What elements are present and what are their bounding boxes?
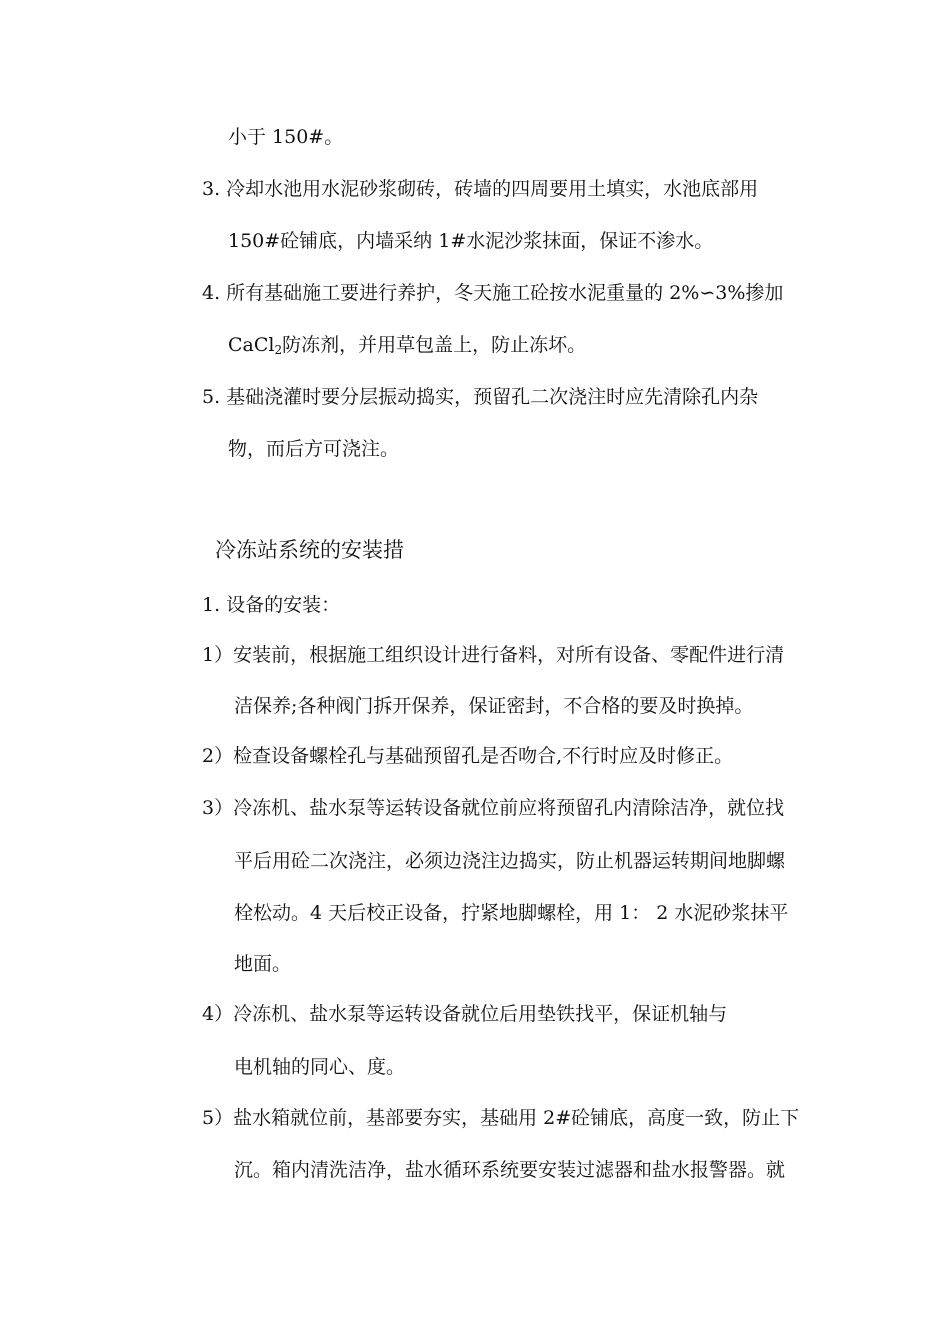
text-fragment: 防冻剂，并用草包盖上，防止冻坏。 [282,334,587,356]
text-line: 150#砼铺底，内墙采纳 1#水泥沙浆抹面，保证不渗水。 [228,230,714,252]
text-line: 3. 冷却水池用水泥砂浆砌砖，砖墙的四周要用土填实，水池底部用 [202,178,759,200]
text-line [228,332,586,358]
chemical-formula: CaCl [228,334,275,356]
text-line: 1）安装前，根据施工组织设计进行备料，对所有设备、零配件进行清 [202,644,785,666]
text-line: 5. 基础浇灌时要分层振动捣实，预留孔二次浇注时应先清除孔内杂 [202,386,759,408]
text-line: 沉。箱内清洗洁净，盐水循环系统要安装过滤器和盐水报警器。就 [234,1159,786,1181]
text-line: 小于 150#。 [228,126,344,148]
text-line: 栓松动。4 天后校正设备，拧紧地脚螺栓，用 1： 2 水泥砂浆抹平 [234,902,789,924]
text-line: 4）冷冻机、盐水泵等运转设备就位后用垫铁找平，保证机轴与 [202,1003,728,1025]
text-line: 平后用砼二次浇注，必须边浇注边捣实，防止机器运转期间地脚螺 [234,850,786,872]
text-line: 3）冷冻机、盐水泵等运转设备就位前应将预留孔内清除洁净，就位找 [202,797,785,819]
text-line: 电机轴的同心、度。 [234,1056,406,1078]
text-line: 5）盐水箱就位前，基部要夯实，基础用 2#砼铺底，高度一致，防止下 [202,1107,800,1129]
text-line: 物，而后方可浇注。 [228,438,400,460]
text-line: 2）检查设备螺栓孔与基础预留孔是否吻合,不行时应及时修正。 [202,745,734,767]
text-line: 4. 所有基础施工要进行养护，冬天施工砼按水泥重量的 2%∽3%掺加 [202,282,784,304]
text-line: 地面。 [234,953,292,975]
text-line: 洁保养;各种阀门拆开保养，保证密封，不合格的要及时换掉。 [234,695,754,717]
formula-subscript: 2 [274,343,283,357]
section-heading: 冷冻站系统的安装措 [215,538,404,562]
text-line: 1. 设备的安装： [202,594,341,616]
